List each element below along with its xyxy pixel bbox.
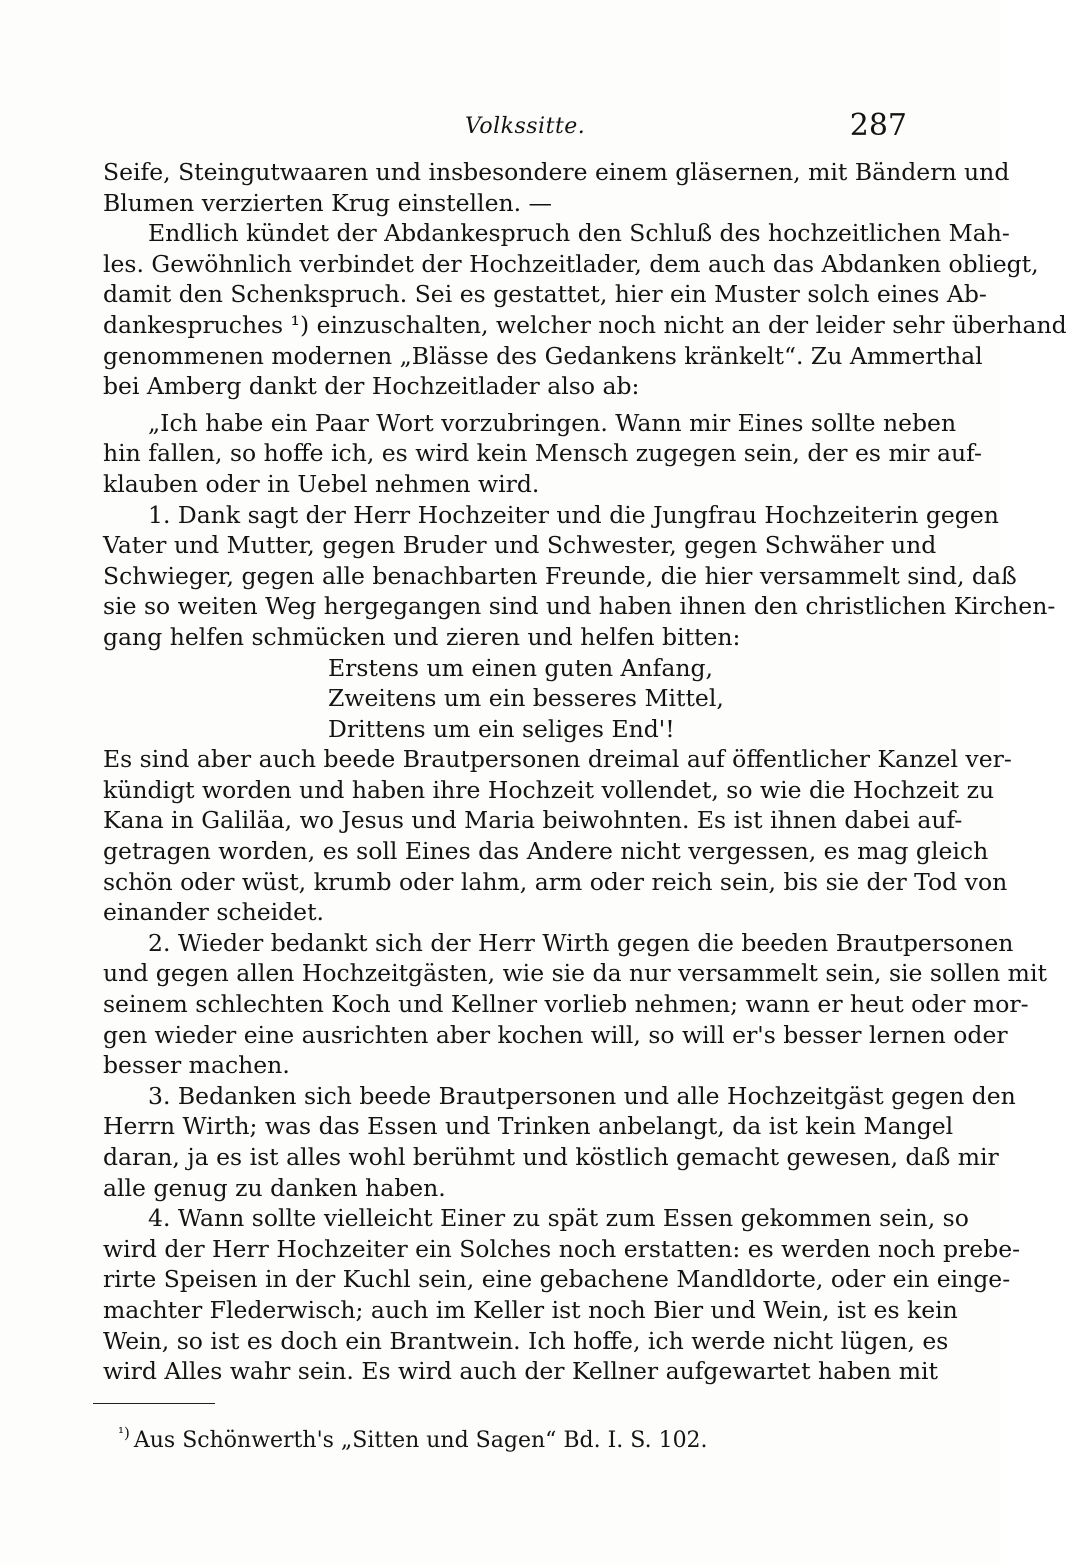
text-line: Herrn Wirth; was das Essen und Trinken anbelangt, da ist kein Mangel	[103, 1112, 954, 1141]
text-line: Wein, so ist es doch ein Brantwein. Ich hoffe, ich werde nicht lügen, es	[103, 1326, 949, 1355]
footnote-text: Aus Schönwerth's „Sitten und Sagen“ Bd. I. S. 102.	[133, 1428, 708, 1453]
text-line: 4. Wann sollte vielleicht Einer zu spät zum Essen gekommen sein, so	[148, 1204, 969, 1233]
text-line: Drittens um ein seliges End'!	[328, 714, 675, 743]
text-line: Endlich kündet der Abdankespruch den Schluß des hochzeitlichen Mah-	[148, 219, 1010, 248]
text-line: Schwieger, gegen alle benachbarten Freunde, die hier versammelt sind, daß	[103, 561, 1017, 590]
text-line: Erstens um einen guten Anfang,	[328, 653, 714, 682]
text-line: wird Alles wahr sein. Es wird auch der Kellner aufgewartet haben mit	[103, 1357, 938, 1386]
text-line: besser machen.	[103, 1051, 290, 1080]
text-line: Vater und Mutter, gegen Bruder und Schwester, gegen Schwäher und	[103, 531, 937, 560]
text-line: Kana in Galiläa, wo Jesus und Maria beiwohnten. Es ist ihnen dabei auf-	[103, 806, 963, 835]
running-title: Volkssitte.	[465, 114, 586, 139]
text-line: machter Flederwisch; auch im Keller ist noch Bier und Wein, ist es kein	[103, 1295, 958, 1324]
text-line: gang helfen schmücken und zieren und helfen bitten:	[103, 622, 741, 651]
text-line: Seife, Steingutwaaren und insbesondere einem gläsernen, mit Bändern und	[103, 158, 1010, 186]
text-line: genommenen modernen „Blässe des Gedankens kränkelt“. Zu Ammerthal	[103, 341, 983, 370]
text-line: 2. Wieder bedankt sich der Herr Wirth gegen die beeden Brautpersonen	[148, 928, 1014, 957]
text-line: „Ich habe ein Paar Wort vorzubringen. Wann mir Eines sollte neben	[148, 408, 957, 437]
text-line: wird der Herr Hochzeiter ein Solches noch erstatten: es werden noch prebe-	[103, 1234, 1021, 1263]
page-number: 287	[849, 108, 907, 143]
text-line: dankespruches ¹) einzuschalten, welcher noch nicht an der leider sehr überhand	[103, 310, 1067, 339]
body-text	[103, 157, 1067, 1387]
text-line: einander scheidet.	[103, 898, 325, 927]
text-line: rirte Speisen in der Kuchl sein, eine gebachene Mandldorte, oder ein einge-	[103, 1265, 1011, 1294]
text-line: les. Gewöhnlich verbindet der Hochzeitlader, dem auch das Abdanken obliegt,	[103, 249, 1039, 278]
text-line: getragen worden, es soll Eines das Andere nicht vergessen, es mag gleich	[103, 837, 989, 866]
text-line: gen wieder eine ausrichten aber kochen will, so will er's besser lernen oder	[103, 1020, 1008, 1049]
footnote-rule	[93, 1403, 215, 1404]
text-line: hin fallen, so hoffe ich, es wird kein Mensch zugegen sein, der es mir auf-	[103, 439, 982, 468]
footnote	[118, 1418, 708, 1456]
text-line: seinem schlechten Koch und Kellner vorlieb nehmen; wann er heut oder mor-	[103, 990, 1029, 1019]
text-line: 1. Dank sagt der Herr Hochzeiter und die Jungfrau Hochzeiterin gegen	[148, 500, 999, 529]
text-line: alle genug zu danken haben.	[103, 1173, 446, 1202]
text-line: kündigt worden und haben ihre Hochzeit vollendet, so wie die Hochzeit zu	[103, 775, 995, 804]
text-line: und gegen allen Hochzeitgästen, wie sie da nur versammelt sein, sie sollen mit	[103, 959, 1047, 988]
text-line: Es sind aber auch beede Brautpersonen dreimal auf öffentlicher Kanzel ver-	[103, 745, 1012, 774]
text-line: klauben oder in Uebel nehmen wird.	[103, 469, 540, 498]
text-line: daran, ja es ist alles wohl berühmt und köstlich gemacht gewesen, daß mir	[103, 1143, 999, 1171]
text-line: bei Amberg dankt der Hochzeitlader also ab:	[103, 372, 640, 401]
page-header	[0, 108, 1000, 148]
text-line: damit den Schenkspruch. Sei es gestattet, hier ein Muster solch eines Ab-	[103, 280, 987, 309]
text-line: 3. Bedanken sich beede Brautpersonen und alle Hochzeitgäst gegen den	[148, 1081, 1016, 1110]
text-line: Blumen verzierten Krug einstellen. —	[103, 188, 553, 217]
text-line: schön oder wüst, krumb oder lahm, arm oder reich sein, bis sie der Tod von	[103, 867, 1008, 896]
text-line: sie so weiten Weg hergegangen sind und haben ihnen den christlichen Kirchen-	[103, 592, 1056, 621]
footnote-mark: ¹)	[118, 1424, 130, 1442]
text-line: Zweitens um ein besseres Mittel,	[328, 684, 724, 713]
